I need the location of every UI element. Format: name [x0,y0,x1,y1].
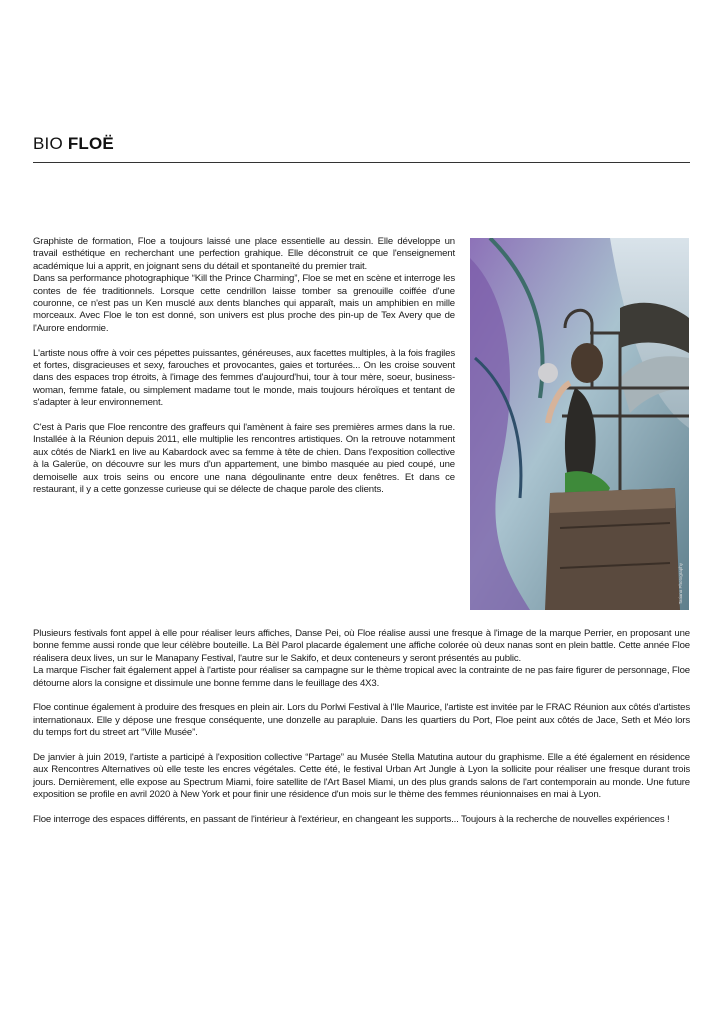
bio-paragraph: Dans sa performance photographique “Kill the Prince Charming”, Floe se met en scène et interroge les contes de fée traditionnels. Lorsque cette cendrillon laisse tomber sa grenouille coiffée d'une couronne, ce n'est pas un Ken musclé aux dents blanches qui apparaît, mais un amphibien en mille morceaux. Avec Floe le ton est donné, son univers est plus proche des pin-up de Tex Avery que de l'Aurore endormie. [33,273,455,334]
bio-paragraph: De janvier à juin 2019, l'artiste a participé à l'exposition collective “Partage” au Musée Stella Matutina autour du graphisme. Elle a été également en résidence aux Rencontres Alternatives où elle teste les encres végétales. Cette été, le festival Urban Art Jungle à Lyon la sollicite pour réaliser une fresque durant trois jours. Dernièrement, elle expose au Spectrum Miami, foire satellite de l'Art Basel Miami, un des plus grands salons de l'art contemporain au monde. Une future exposition se profile en avril 2020 à New York et pour finir une résidence d'un mois sur le thème des femmes réunionnaises en mai à Lyon. [33,752,690,801]
bio-paragraph: Floe continue également à produire des fresques en plein air. Lors du Porlwi Festival à l'Ile Maurice, l'artiste est invitée par le FRAC Réunion aux côtés d'artistes internationaux. Elle y dépose une fresque conséquente, une donzelle au parapluie. Dans les quartiers du Port, Floe peint aux côtés de Jace, Seth et Méo lors du temps fort du street art “Ville Musée”. [33,702,690,739]
bio-paragraph: Graphiste de formation, Floe a toujours laissé une place essentielle au dessin. Elle développe un travail esthétique en recherchant une perfection grahique. Elle déconstruit ce que l'enseignement académique lui a apprit, en joignant sens du détail et spontaneïté du premier trait. [33,236,455,272]
title-divider [33,162,690,163]
page-title [33,134,114,154]
bio-paragraph: Plusieurs festivals font appel à elle pour réaliser leurs affiches, Danse Pei, où Floe réalise aussi une fresque à l'image de la marque Perrier, en proposant une bonne femme aussi ronde que leur célèbre bouteille. La Bèl Parol placarde également une affiche colorée où deux nanas sont en plein battle. Cette année Floe réalisera deux lives, un sur le Manapany Festival, l'autre sur le Sakifo, et deux conteneurs y seront présentés au public. [33,628,690,664]
title-name: FLOË [67,134,114,153]
bio-column [33,236,455,497]
artist-photo-illustration [470,238,689,610]
bio-paragraph: C'est à Paris que Floe rencontre des graffeurs qui l'amènent à faire ses premières armes dans la rue. Installée à la Réunion depuis 2011, elle multiplie les rencontres artistiques. On la retrouve notamment aux côtés de Niark1 en live au Kabardock avec sa femme à tête de chien. Dans l'exposition collective à la Galerüe, on découvre sur les murs d'un appartement, une bimbo masquée au pied coupé, une demoiselle aux trois seins ou encore une nana dégoulinante entre deux fenêtres. Et dans ce restaurant, il y a cette gonzesse curieuse qui se délecte de chaque parole des clients. [33,422,455,496]
bio-paragraph: La marque Fischer fait également appel à l'artiste pour réaliser sa campagne sur le thème tropical avec la contrainte de ne pas faire figurer de personnage, Floe détourne alors la consigne et dissimule une bonne femme dans le feuillage des 4X3. [33,665,690,689]
bio-paragraph: L'artiste nous offre à voir ces pépettes puissantes, généreuses, aux facettes multiples, à la fois fragiles et fortes, disgracieuses et sexy, farouches et provocantes, gaies et torturées... On les croise souvent dans des espaces trop étroits, à l'image des femmes d'aujourd'hui, tour à tour mère, soeur, business-woman, femme fatale, ou simplement madame tout le monde, mais toujours héroïques et tentant de s'adapter à leur environnement. [33,347,455,409]
photo-credit: Tatiana Photography [678,562,683,604]
bio-paragraph: Floe interroge des espaces différents, en passant de l'intérieur à l'extérieur, en changeant les supports... Toujours à la recherche de nouvelles expériences ! [33,814,670,826]
bio-full-width [33,628,690,826]
artist-photo [470,238,689,610]
title-prefix: BIO [33,134,63,153]
